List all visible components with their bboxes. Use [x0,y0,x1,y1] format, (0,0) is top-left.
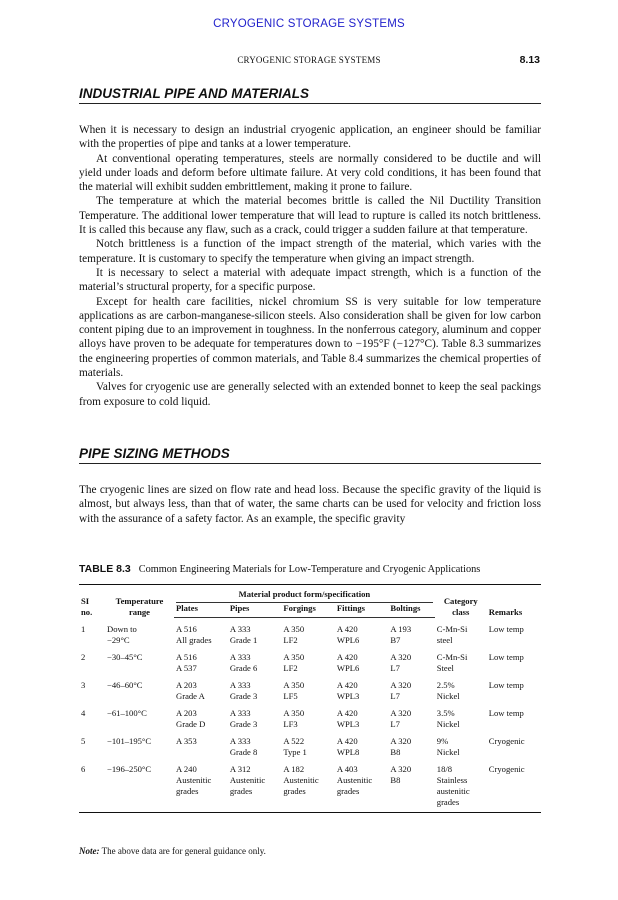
cell-boltings [388,702,434,730]
cell-line: Nickel [436,719,460,729]
cell-line: A 203 [176,680,197,690]
cell-line: Steel [436,663,454,673]
cell-forgings [281,730,335,758]
cell-line: Nickel [436,747,460,757]
cell-temp [105,646,174,674]
cell-line: Grade 3 [229,719,258,729]
cell-line: Grade 6 [229,663,258,673]
cell-line: A 333 [229,708,251,718]
cell-line: A 420 [336,652,358,662]
cell-category [435,730,487,758]
cell-line: Austenitic [229,775,266,785]
cell-fittings [335,618,389,647]
cell-line: A 320 [390,736,412,746]
cell-line: C-Mn-Si [436,652,468,662]
cell-line: A 333 [229,624,251,634]
col-header-si: SI no. [79,585,105,618]
cell-line: A 350 [283,624,305,634]
cell-temp [105,674,174,702]
cell-line: Nickel [436,691,460,701]
cell-line: A 350 [283,680,305,690]
cell-si: 2 [81,652,86,662]
cell-line: Down to [107,623,137,634]
cell-boltings [388,618,434,647]
cell-category [435,618,487,647]
table-caption-text: Common Engineering Materials for Low-Temperature and Cryogenic Applications [138,564,481,575]
cell-category [435,646,487,674]
cell-line: −46–60°C [107,680,143,690]
cell-line: A 320 [390,764,412,774]
cell-temp [105,702,174,730]
cell-remarks: Cryogenic [488,736,525,746]
col-header-forgings: Forgings [281,603,335,618]
cell-line: −29°C [107,634,130,645]
cell-line: A 420 [336,708,358,718]
cell-remarks: Low temp [488,652,524,662]
cell-remarks: Low temp [488,680,524,690]
cell-pipes [228,702,282,730]
section-heading-industrial-pipe: INDUSTRIAL PIPE AND MATERIALS [79,86,541,104]
table-row [79,674,541,702]
cell-si: 3 [81,680,86,690]
cell-fittings [335,730,389,758]
cell-line: A 320 [390,708,412,718]
cell-line: Austenitic [336,775,373,785]
cell-line: 3.5% [436,708,455,718]
page-number: 8.13 [519,54,540,66]
cell-line: Grade D [176,719,206,729]
cell-line: WPL3 [336,691,360,701]
cell-plates [174,702,228,730]
cell-line: A 353 [176,736,197,746]
cell-line: LF2 [283,663,298,673]
table-label: TABLE 8.3 [79,563,131,575]
note-text: The above data are for general guidance only. [101,846,266,856]
table-row [79,618,541,647]
cell-line: A 350 [283,708,305,718]
col-header-pipes: Pipes [228,603,282,618]
cell-forgings [281,674,335,702]
cell-line: LF2 [283,635,298,645]
cell-remarks: Low temp [488,623,524,634]
table-note [79,846,266,856]
group-header-material: Material product form/specification [174,585,435,604]
cell-line: grades [229,786,253,796]
cell-line: All grades [176,635,212,645]
cell-line: WPL3 [336,719,360,729]
cell-line: B8 [390,775,401,785]
cell-line: Grade 3 [229,691,258,701]
cell-line: grades [436,797,460,807]
paragraph: When it is necessary to design an industrial cryogenic application, an engineer should be familiar with the properties of pipe and tanks at a lower temperature. [79,124,541,151]
cell-line: Grade 1 [229,635,258,645]
cell-si: 6 [79,758,105,813]
cell-line: 18/8 [436,764,453,774]
cell-line: LF5 [283,691,298,701]
cell-line: austenitic [436,786,470,796]
cell-fittings [335,646,389,674]
cell-remarks: Low temp [488,708,524,718]
cell-forgings [281,646,335,674]
table-row [79,730,541,758]
materials-table [79,584,541,813]
cell-line: B8 [390,747,401,757]
cell-boltings [388,758,434,813]
cell-pipes [228,674,282,702]
cell-line: Austenitic [176,775,212,785]
cell-line: A 420 [336,736,358,746]
cell-line: L7 [390,663,400,673]
cell-line: −30–45°C [107,652,143,662]
cell-fittings [335,702,389,730]
running-head: CRYOGENIC STORAGE SYSTEMS [237,55,381,65]
cell-boltings [388,674,434,702]
cell-category [435,758,487,813]
cell-fittings [335,758,389,813]
cell-line: A 240 [176,764,197,774]
note-label: Note: [79,846,100,856]
cell-pipes [228,730,282,758]
cell-line: A 193 [390,624,412,634]
cell-line: A 537 [176,663,197,673]
cell-plates [174,730,228,758]
cell-line: grades [336,786,360,796]
cell-pipes [228,618,282,647]
table-body [79,618,541,813]
cell-line: WPL6 [336,635,360,645]
col-header-boltings: Boltings [388,603,434,618]
cell-line: A 350 [283,652,305,662]
col-header-remarks: Remarks [487,585,541,618]
cell-boltings [388,730,434,758]
cell-category [435,702,487,730]
cell-line: grades [283,786,306,796]
cell-si: 5 [81,736,86,746]
cell-line: 9% [436,736,449,746]
cell-forgings [281,758,335,813]
cell-line: LF3 [283,719,298,729]
paragraph: It is necessary to select a material with adequate impact strength, which is a function of the material’s structural property, for a specific purpose. [79,266,541,294]
cell-remarks: Cryogenic [487,758,541,813]
cell-line: A 312 [229,764,251,774]
section-heading-pipe-sizing: PIPE SIZING METHODS [79,446,541,464]
top-banner: CRYOGENIC STORAGE SYSTEMS [213,18,405,30]
cell-plates [174,758,228,813]
cell-line: A 516 [176,652,197,662]
cell-line: −196–250°C [107,764,152,774]
cell-line: A 403 [336,764,358,774]
table-caption [79,563,549,575]
cell-line: A 522 [283,736,305,746]
paragraph: The temperature at which the material becomes brittle is called the Nil Ductility Transition Temperature. The additional lower temperature that will lead to rupture is called its notch brittleness. It is called this because any flaw, such as a crack, could trigger a sudden failure at that temperature. [79,195,541,237]
cell-plates [174,674,228,702]
cell-line: grades [176,786,199,796]
cell-line: A 516 [176,624,197,634]
paragraph: Except for health care facilities, nickel chromium SS is very suitable for low temperature applications as are carbon-manganese-silicon steels. Also consideration shall be given for low carbon content piping due to an improvement in toughness. In the nonferrous category, aluminum and copper alloys have proven to be adequate for temperatures down to −195°F (−127°C). Table 8.3 summarizes the engineering properties of common materials, and Table 8.4 summarizes the chemical properties of materials. [79,295,541,380]
cell-plates [174,618,228,647]
cell-line: L7 [390,719,400,729]
cell-fittings [335,674,389,702]
cell-si: 1 [81,623,86,634]
table-row [79,702,541,730]
cell-forgings [281,702,335,730]
cell-line: A 333 [229,680,251,690]
cell-si: 4 [81,708,86,718]
cell-line: L7 [390,691,400,701]
cell-category [435,674,487,702]
cell-temp [105,730,174,758]
cell-line: A 420 [336,680,358,690]
cell-line: Grade 8 [229,747,258,757]
table-row [79,758,541,813]
cell-line: A 182 [283,764,305,774]
cell-line: B7 [390,635,401,645]
cell-line: −101–195°C [107,736,152,746]
cell-line: C-Mn-Si [436,623,468,634]
cell-line: A 333 [229,652,251,662]
paragraph: Notch brittleness is a function of the impact strength of the material, which varies with the temperature. It is customary to specify the temperature when giving an impact strength. [79,238,541,265]
cell-line: Grade A [176,691,205,701]
cell-line: WPL6 [336,663,360,673]
cell-pipes [228,758,282,813]
cell-line: A 420 [336,624,358,634]
col-header-plates: Plates [174,603,228,618]
cell-line: WPL8 [336,747,360,757]
cell-line: A 320 [390,652,412,662]
section2-body [79,483,541,526]
col-header-temperature: Temperature range [105,585,174,618]
cell-line: Type 1 [283,747,307,757]
cell-forgings [281,618,335,647]
cell-line: A 203 [176,708,197,718]
cell-line: −61–100°C [107,708,147,718]
cell-line: steel [436,634,453,645]
cell-line: A 320 [390,680,412,690]
cell-plates [174,646,228,674]
table-row [79,646,541,674]
cell-pipes [228,646,282,674]
section1-body [79,123,541,409]
paragraph: At conventional operating temperatures, steels are normally considered to be ductile and will yield under loads and deform before ultimate failure. At very cold conditions, it has been found that the material will exhibit sudden embrittlement, making it prone to failure. [79,152,541,194]
paragraph: The cryogenic lines are sized on flow rate and head loss. Because the specific gravity of the liquid is almost, but always less, than that of water, the same charts can be used for velocity and friction loss with the assurance of a safety factor. As an example, the specific gravity [79,484,541,525]
cell-line: Austenitic [283,775,319,785]
paragraph: Valves for cryogenic use are generally selected with an extended bonnet to keep the seal packings from exposure to cold liquid. [79,381,541,408]
cell-temp [105,618,174,647]
cell-line: A 333 [229,736,251,746]
cell-line: Stainless [436,775,468,785]
cell-line: 2.5% [436,680,455,690]
col-header-category: Category class [435,585,487,618]
cell-temp [105,758,174,813]
cell-boltings [388,646,434,674]
col-header-fittings: Fittings [335,603,389,618]
